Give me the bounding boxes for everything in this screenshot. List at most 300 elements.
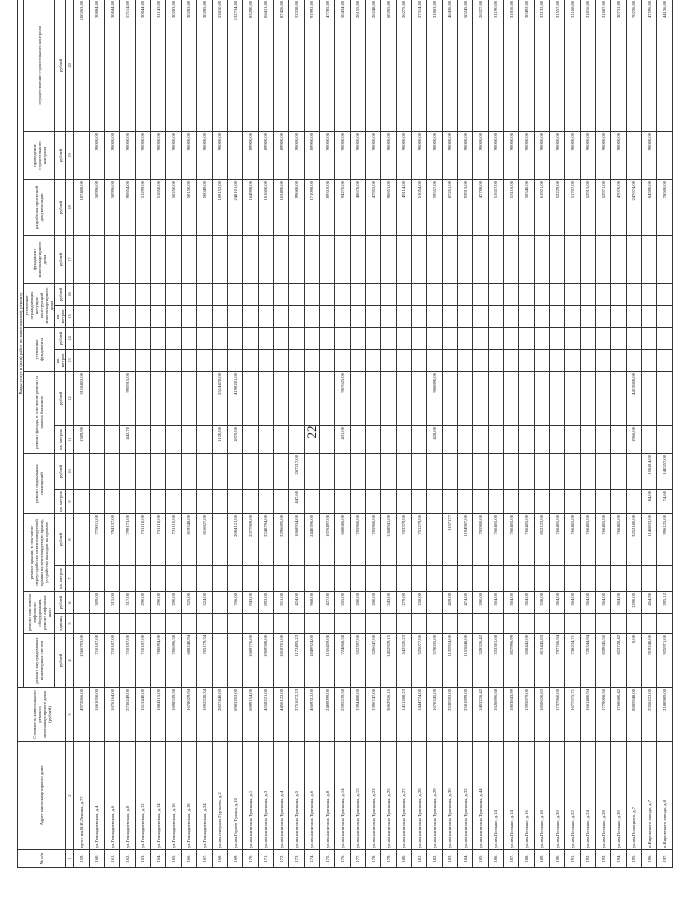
table-cell: [105, 306, 120, 328]
table-row: [381, 0, 396, 868]
header-elevator: ремонт или замена лифтового оборудования, ремонт лифтовых шахт: [24, 592, 55, 634]
table-cell: [197, 372, 212, 426]
table-cell: [166, 350, 181, 372]
table-cell: [642, 426, 657, 454]
header-supervision: проведение строительного контроля: [24, 132, 55, 180]
table-cell: 197.: [657, 850, 672, 868]
header-facade: ремонт фасада, в том числе ремонт и замена балконов: [24, 372, 55, 454]
table-cell: [519, 284, 534, 306]
table-cell: 50245,00: [458, 0, 473, 132]
table-cell: [89, 490, 104, 514]
table-cell: [626, 328, 641, 350]
table-cell: 766405,00: [596, 514, 611, 566]
table-cell: [273, 426, 288, 454]
table-cell: [488, 372, 503, 426]
table-cell: [258, 284, 273, 306]
table-cell: [74, 132, 89, 180]
table-cell: 280,00: [365, 592, 380, 614]
table-cell: 159.: [74, 850, 89, 868]
table-cell: [319, 284, 334, 306]
table-cell: 57114,00: [120, 0, 135, 132]
table-cell: [611, 372, 626, 426]
table-cell: [197, 350, 212, 372]
table-row: [596, 0, 611, 868]
column-number: 16: [66, 284, 74, 306]
table-row: [519, 0, 534, 868]
table-row: [89, 0, 104, 868]
table-cell: [365, 566, 380, 592]
table-cell: [550, 284, 565, 306]
table-cell: 51707,00: [565, 180, 580, 236]
table-cell: [657, 426, 672, 454]
table-row: [166, 0, 181, 868]
table-cell: [381, 426, 396, 454]
table-cell: 395,12: [657, 592, 672, 614]
table-cell: 705900,00: [473, 514, 488, 566]
table-cell: 780094,00: [151, 634, 166, 688]
table-cell: [580, 328, 595, 350]
table-cell: 431,00: [335, 426, 350, 454]
table-cell: 427,00: [319, 592, 334, 614]
table-cell: 925971,00: [657, 634, 672, 688]
table-cell: 304,00: [519, 592, 534, 614]
table-cell: [580, 566, 595, 592]
table-cell: [151, 614, 166, 634]
table-cell: [258, 614, 273, 634]
table-cell: [458, 306, 473, 328]
table-cell: [243, 350, 258, 372]
table-cell: 177.: [350, 850, 365, 868]
table-cell: [411, 284, 426, 306]
table-cell: 324,00: [197, 592, 212, 614]
table-cell: [381, 372, 396, 426]
table-cell: 454,90: [642, 592, 657, 614]
table-cell: 1403226,42: [473, 688, 488, 742]
table-cell: 86411,00: [258, 0, 273, 132]
table-cell: 90000,00: [580, 132, 595, 180]
table-cell: [335, 306, 350, 328]
unit-rub: рублей: [55, 132, 66, 180]
table-cell: 30283,00: [166, 0, 181, 132]
column-number: 10: [66, 454, 74, 490]
table-cell: 31687,00: [596, 0, 611, 132]
table-cell: [504, 454, 519, 490]
table-cell: [151, 284, 166, 306]
table-cell: 60205,00: [381, 0, 396, 132]
table-cell: [519, 306, 534, 328]
table-cell: 31168,00: [565, 0, 580, 132]
table-cell: 738234,71: [565, 634, 580, 688]
table-cell: [411, 306, 426, 328]
table-cell: [335, 490, 350, 514]
table-cell: ул.им.капитана Тряскина, д.8: [319, 742, 334, 850]
table-row: [365, 0, 380, 868]
table-cell: [550, 306, 565, 328]
table-cell: 169152,00: [212, 180, 227, 236]
table-cell: 2581899,00: [458, 688, 473, 742]
table-cell: 161600,00: [258, 180, 273, 236]
table-cell: [304, 284, 319, 306]
table-cell: 2827440,00: [212, 688, 227, 742]
table-cell: 100263,00: [74, 0, 89, 132]
table-cell: 542520,23: [396, 634, 411, 688]
table-cell: 1394480,00: [350, 688, 365, 742]
column-number: 12: [66, 372, 74, 426]
table-cell: 93913,00: [458, 180, 473, 236]
table-cell: 1444724,00: [411, 688, 426, 742]
table-cell: 84,00: [642, 490, 657, 514]
table-cell: [657, 132, 672, 180]
table-cell: 189.: [534, 850, 549, 868]
table-row: [227, 0, 242, 868]
table-cell: [105, 372, 120, 426]
table-cell: [74, 236, 89, 284]
table-cell: 91992,00: [304, 0, 319, 132]
table-cell: [473, 328, 488, 350]
table-cell: [381, 350, 396, 372]
table-cell: [381, 284, 396, 306]
table-cell: 2248794,00: [258, 514, 273, 566]
table-cell: [227, 614, 242, 634]
table-cell: ул.им.Полоцкого, д.7: [626, 742, 641, 850]
table-cell: [611, 454, 626, 490]
table-cell: [89, 350, 104, 372]
table-cell: 90000,00: [166, 132, 181, 180]
table-cell: [74, 328, 89, 350]
table-cell: 6983202,00: [227, 688, 242, 742]
table-cell: [304, 614, 319, 634]
table-cell: 839045,50: [596, 634, 611, 688]
table-cell: 819348,00: [181, 514, 196, 566]
table-cell: [504, 614, 519, 634]
table-cell: п.Кировского завода, д.7: [642, 742, 657, 850]
table-row: [151, 0, 166, 868]
table-cell: [442, 614, 457, 634]
table-cell: [227, 132, 242, 180]
table-cell: [151, 328, 166, 350]
table-cell: [473, 454, 488, 490]
table-cell: [350, 426, 365, 454]
table-cell: [273, 454, 288, 490]
table-cell: [289, 236, 304, 284]
table-cell: [411, 372, 426, 426]
unit-rub: рублей: [55, 0, 66, 132]
table-cell: [427, 514, 442, 566]
table-cell: [488, 426, 503, 454]
table-cell: [458, 454, 473, 490]
table-cell: [166, 306, 181, 328]
table-cell: [227, 328, 242, 350]
unit-sqm: кв. метров: [55, 490, 66, 514]
table-cell: 1692338,34: [197, 688, 212, 742]
table-cell: [166, 426, 181, 454]
column-number: 8: [66, 514, 74, 566]
table-cell: 1698539,38: [166, 688, 181, 742]
table-cell: 816827,00: [197, 514, 212, 566]
table-cell: [135, 454, 150, 490]
table-cell: 174.: [304, 850, 319, 868]
table-cell: 190.: [550, 850, 565, 868]
table-cell: 33132,00: [534, 0, 549, 132]
table-cell: [89, 566, 104, 592]
table-cell: ул.им.Героев Тулака, д.10: [227, 742, 242, 850]
table-cell: [657, 236, 672, 284]
table-cell: [135, 372, 150, 426]
table-cell: 797760,94: [550, 634, 565, 688]
table-cell: 279,00: [396, 592, 411, 614]
table-cell: [105, 284, 120, 306]
table-cell: [74, 566, 89, 592]
table-cell: [458, 350, 473, 372]
table-cell: [550, 454, 565, 490]
table-cell: [181, 284, 196, 306]
table-row: [258, 0, 273, 868]
table-cell: [273, 372, 288, 426]
table-cell: 163.: [135, 850, 150, 868]
column-number: 6: [66, 592, 74, 614]
table-cell: [181, 426, 196, 454]
table-cell: 290,00: [151, 592, 166, 614]
table-cell: 1368941,00: [381, 514, 396, 566]
table-cell: [596, 306, 611, 328]
table-cell: 2736249,00: [120, 688, 135, 742]
table-cell: 182.: [427, 850, 442, 868]
table-cell: [504, 328, 519, 350]
table-cell: 710187,00: [120, 634, 135, 688]
table-cell: [519, 454, 534, 490]
table-cell: [519, 614, 534, 634]
table-cell: [473, 372, 488, 426]
table-cell: 4558221,00: [258, 688, 273, 742]
header-expert: осуществление строительного контроля: [24, 0, 55, 132]
table-cell: 304,00: [596, 592, 611, 614]
table-cell: [580, 454, 595, 490]
table-cell: [596, 328, 611, 350]
table-cell: 30884,00: [89, 0, 104, 132]
table-cell: [135, 566, 150, 592]
table-cell: 50150,00: [181, 180, 196, 236]
table-cell: [258, 372, 273, 426]
table-row: [427, 0, 442, 868]
table-cell: 26248,00: [365, 0, 380, 132]
table-cell: 8085948,00: [626, 688, 641, 742]
table-row: [442, 0, 457, 868]
table-cell: [642, 284, 657, 306]
table-cell: [365, 426, 380, 454]
table-cell: ул.им.Пельше, д.14: [504, 742, 519, 850]
table-cell: [319, 490, 334, 514]
table-cell: 164998,00: [243, 180, 258, 236]
table-cell: [89, 454, 104, 490]
table-cell: [166, 566, 181, 592]
table-cell: 30285,00: [197, 0, 212, 132]
table-cell: [227, 490, 242, 514]
table-cell: 258,00: [411, 592, 426, 614]
table-cell: [458, 328, 473, 350]
table-row: [273, 0, 288, 868]
table-cell: 1676164,00: [105, 688, 120, 742]
table-cell: 188.: [519, 850, 534, 868]
table-cell: [596, 454, 611, 490]
table-cell: [396, 306, 411, 328]
table-cell: [212, 328, 227, 350]
table-cell: [381, 566, 396, 592]
table-cell: 703379,00: [396, 514, 411, 566]
table-cell: [396, 350, 411, 372]
table-cell: [396, 236, 411, 284]
table-cell: [89, 614, 104, 634]
table-cell: 179.: [381, 850, 396, 868]
table-cell: [365, 454, 380, 490]
table-row: [565, 0, 580, 868]
table-cell: [427, 350, 442, 372]
table-cell: [319, 328, 334, 350]
table-cell: 447,60: [289, 490, 304, 514]
table-cell: 4413808,00: [626, 372, 641, 426]
table-cell: [350, 490, 365, 514]
table-cell: 31863,00: [427, 0, 442, 132]
table-cell: [473, 284, 488, 306]
table-cell: [657, 284, 672, 306]
table-cell: 26155,00: [350, 0, 365, 132]
table-cell: 857996,99: [504, 634, 519, 688]
table-cell: [427, 306, 442, 328]
table-cell: 184.: [458, 850, 473, 868]
table-cell: 90000,00: [289, 132, 304, 180]
table-cell: 2296695,00: [273, 514, 288, 566]
table-cell: [350, 350, 365, 372]
table-cell: [243, 454, 258, 490]
table-cell: [197, 328, 212, 350]
table-cell: [151, 426, 166, 454]
table-cell: [243, 328, 258, 350]
table-cell: 2440396,00: [304, 514, 319, 566]
table-cell: 267217,00: [289, 454, 304, 490]
table-cell: ул.им.капитана Тряскина, д.28: [411, 742, 426, 850]
table-cell: [396, 454, 411, 490]
table-cell: [442, 306, 457, 328]
table-cell: [120, 284, 135, 306]
table-cell: 87426,00: [273, 0, 288, 132]
table-cell: [74, 284, 89, 306]
table-cell: 90000,00: [411, 132, 426, 180]
header-funds: фундамент многоквартирного дома: [24, 236, 55, 284]
table-cell: [365, 350, 380, 372]
table-cell: 658442,00: [519, 634, 534, 688]
table-cell: [596, 566, 611, 592]
table-cell: 710187,00: [89, 634, 104, 688]
table-cell: 90000,00: [381, 132, 396, 180]
table-cell: 74,60: [657, 490, 672, 514]
table-cell: [596, 284, 611, 306]
table-cell: ул.им.капитана Тряскина, д.6: [304, 742, 319, 850]
table-cell: [580, 236, 595, 284]
table-cell: [458, 490, 473, 514]
table-cell: [473, 306, 488, 328]
table-cell: 90854,00: [120, 180, 135, 236]
table-cell: [504, 306, 519, 328]
table-cell: 1566793,00: [74, 634, 89, 688]
table-cell: 2751672,23: [289, 688, 304, 742]
table-cell: [427, 614, 442, 634]
table-cell: 90851,00: [381, 180, 396, 236]
table-cell: [550, 426, 565, 454]
table-cell: [365, 372, 380, 426]
table-cell: [365, 328, 380, 350]
table-cell: 168.: [212, 850, 227, 868]
table-cell: [427, 328, 442, 350]
table-cell: 183.: [442, 850, 457, 868]
table-cell: [626, 350, 641, 372]
table-cell: [365, 614, 380, 634]
table-row: [319, 0, 334, 868]
table-cell: [626, 236, 641, 284]
table-cell: 967625,00: [335, 372, 350, 426]
table-cell: 87261,00: [442, 180, 457, 236]
table-cell: [74, 614, 89, 634]
table-cell: [473, 350, 488, 372]
table-cell: 1595879,00: [519, 688, 534, 742]
unit-sqm: кв. метров: [55, 350, 66, 372]
column-number: 3: [66, 688, 74, 742]
table-cell: [105, 426, 120, 454]
table-cell: [504, 426, 519, 454]
table-cell: 140357,00: [657, 454, 672, 490]
table-row: [197, 0, 212, 868]
unit-units: единиц: [55, 614, 66, 634]
table-cell: [427, 454, 442, 490]
table-cell: 176.: [335, 850, 350, 868]
table-cell: [611, 306, 626, 328]
table-cell: 94270,00: [335, 180, 350, 236]
table-cell: 51054,00: [411, 180, 426, 236]
table-cell: 30492,00: [519, 0, 534, 132]
table-row: [135, 0, 150, 868]
unit-rub: рублей: [55, 592, 66, 614]
table-row: [642, 0, 657, 868]
table-cell: [151, 350, 166, 372]
table-cell: 325,00: [181, 592, 196, 614]
table-cell: 53338,00: [289, 0, 304, 132]
table-cell: 705179,34: [197, 634, 212, 688]
table-cell: 167.: [197, 850, 212, 868]
table-cell: [227, 284, 242, 306]
table-cell: [657, 372, 672, 426]
table-cell: ул.Геннадиевская, д.8: [120, 742, 135, 850]
table-row: [534, 0, 549, 868]
table-cell: 26275,00: [396, 0, 411, 132]
table-cell: [396, 490, 411, 514]
table-cell: [519, 426, 534, 454]
table-cell: 175.: [319, 850, 334, 868]
table-cell: 290,00: [166, 592, 181, 614]
table-cell: [227, 566, 242, 592]
table-cell: [319, 306, 334, 328]
table-cell: [197, 236, 212, 284]
table-cell: [534, 454, 549, 490]
table-cell: [411, 566, 426, 592]
table-cell: [166, 614, 181, 634]
table-cell: ул.Геннадиевская, д.18: [181, 742, 196, 850]
table-cell: 720344,94: [580, 634, 595, 688]
table-cell: 31816,00: [580, 0, 595, 132]
table-cell: 48678,00: [350, 180, 365, 236]
table-cell: 1156459,00: [319, 634, 334, 688]
table-cell: [396, 426, 411, 454]
table-cell: [289, 566, 304, 592]
table-cell: [565, 284, 580, 306]
table-cell: [365, 490, 380, 514]
